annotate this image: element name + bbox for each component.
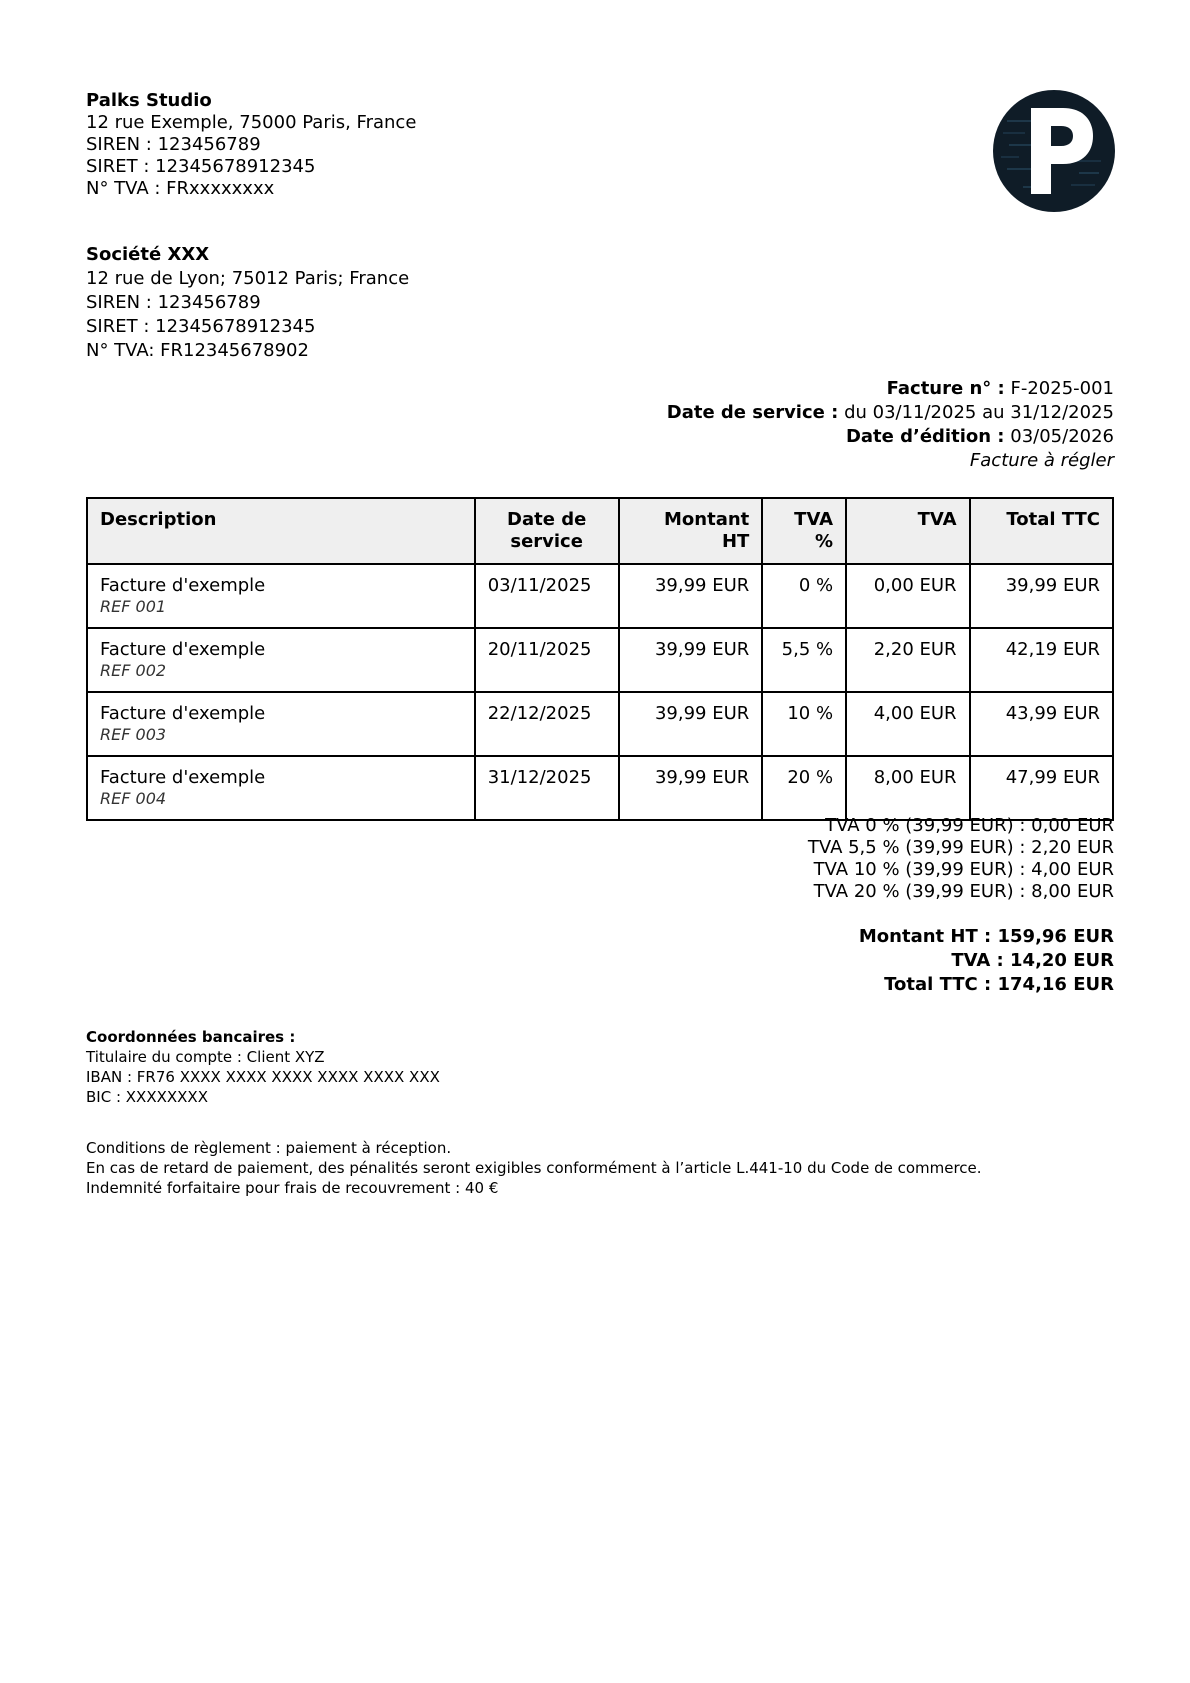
bank-iban: IBAN : FR76 XXXX XXXX XXXX XXXX XXXX XXX [86,1068,440,1086]
edition-date-line [667,425,1114,449]
row-description: Facture d'exemple [100,639,266,660]
invoice-status: Facture à régler [969,450,1114,471]
row-vat-amount: 8,00 EUR [846,756,969,820]
header-service-date-line2: service [510,531,583,552]
bank-holder: Titulaire du compte : Client XYZ [86,1048,325,1066]
vat-breakdown-line: TVA 5,5 % (39,99 EUR) : 2,20 EUR [807,837,1114,858]
client-tva: N° TVA: FR12345678902 [86,340,309,361]
header-vat-amount: TVA [846,498,969,564]
header-service-date [475,498,619,564]
vat-breakdown [808,815,1114,903]
seller-block [86,90,416,200]
seller-siret: SIRET : 12345678912345 [86,156,316,177]
row-description-cell [87,564,475,628]
total-tva: TVA : 14,20 EUR [951,950,1114,971]
client-address: 12 rue de Lyon; 75012 Paris; France [86,268,410,289]
row-description: Facture d'exemple [100,703,266,724]
vat-breakdown-line: TVA 10 % (39,99 EUR) : 4,00 EUR [813,859,1114,880]
row-amount-ht: 39,99 EUR [619,692,763,756]
seller-name: Palks Studio [86,90,212,111]
row-vat-amount: 4,00 EUR [846,692,969,756]
row-total-ttc: 47,99 EUR [970,756,1113,820]
row-ref: REF 002 [100,661,167,680]
table-row [87,692,1113,756]
client-name: Société XXX [86,244,210,265]
row-vat-rate: 20 % [762,756,846,820]
service-date: du 03/11/2025 au 31/12/2025 [844,402,1114,423]
table-row [87,628,1113,692]
row-vat-rate: 10 % [762,692,846,756]
service-date-label: Date de service : [666,402,839,423]
edition-date-label: Date d’édition : [845,426,1005,447]
payment-terms [86,1138,982,1198]
vat-breakdown-line: TVA 0 % (39,99 EUR) : 0,00 EUR [825,815,1114,836]
client-siret: SIRET : 12345678912345 [86,316,316,337]
invoice-number: F-2025-001 [1010,378,1114,399]
row-description-cell [87,628,475,692]
row-amount-ht: 39,99 EUR [619,756,763,820]
row-amount-ht: 39,99 EUR [619,564,763,628]
vat-breakdown-line: TVA 20 % (39,99 EUR) : 8,00 EUR [813,881,1114,902]
row-vat-rate: 0 % [762,564,846,628]
seller-tva: N° TVA : FRxxxxxxxx [86,178,275,199]
table-row [87,756,1113,820]
row-ref: REF 001 [100,597,167,616]
row-date: 20/11/2025 [475,628,619,692]
row-description: Facture d'exemple [100,575,266,596]
service-date-line [667,401,1114,425]
header-vat-rate-line1: TVA [794,509,834,530]
row-date: 22/12/2025 [475,692,619,756]
row-vat-amount: 0,00 EUR [846,564,969,628]
row-total-ttc: 39,99 EUR [970,564,1113,628]
header-amount-ht-line1: Montant [664,509,750,530]
total-ttc: Total TTC : 174,16 EUR [884,974,1114,995]
table-row [87,564,1113,628]
row-total-ttc: 43,99 EUR [970,692,1113,756]
row-vat-rate: 5,5 % [762,628,846,692]
header-vat-rate [762,498,846,564]
row-ref: REF 004 [100,789,167,808]
row-date: 31/12/2025 [475,756,619,820]
header-amount-ht-line2: HT [721,531,750,552]
row-total-ttc: 42,19 EUR [970,628,1113,692]
total-ht: Montant HT : 159,96 EUR [858,926,1114,947]
bank-bic: BIC : XXXXXXXX [86,1088,208,1106]
table-header-row [87,498,1113,564]
header-description: Description [87,498,475,564]
row-ref: REF 003 [100,725,167,744]
client-block [86,243,409,363]
bank-details [86,1027,440,1107]
client-siren: SIREN : 123456789 [86,292,261,313]
row-date: 03/11/2025 [475,564,619,628]
totals-block [859,925,1114,997]
header-total-ttc: Total TTC [970,498,1113,564]
row-vat-amount: 2,20 EUR [846,628,969,692]
header-amount-ht [619,498,763,564]
invoice-number-line [667,377,1114,401]
header-vat-rate-line2: % [815,531,834,552]
seller-address: 12 rue Exemple, 75000 Paris, France [86,112,417,133]
row-description: Facture d'exemple [100,767,266,788]
row-description-cell [87,692,475,756]
invoice-number-label: Facture n° : [886,378,1005,399]
header-service-date-line1: Date de [507,509,587,530]
p-letter-logo-icon [993,90,1115,212]
invoice-meta [667,377,1114,473]
terms-line-1: Conditions de règlement : paiement à réception. [86,1139,452,1157]
row-amount-ht: 39,99 EUR [619,628,763,692]
bank-title: Coordonnées bancaires : [86,1028,296,1046]
seller-siren: SIREN : 123456789 [86,134,261,155]
terms-line-3: Indemnité forfaitaire pour frais de recouvrement : 40 € [86,1179,499,1197]
edition-date: 03/05/2026 [1010,426,1114,447]
terms-line-2: En cas de retard de paiement, des pénalités seront exigibles conformément à l’article L.441-10 du Code de commerce. [86,1159,982,1177]
row-description-cell [87,756,475,820]
items-table [86,497,1114,821]
